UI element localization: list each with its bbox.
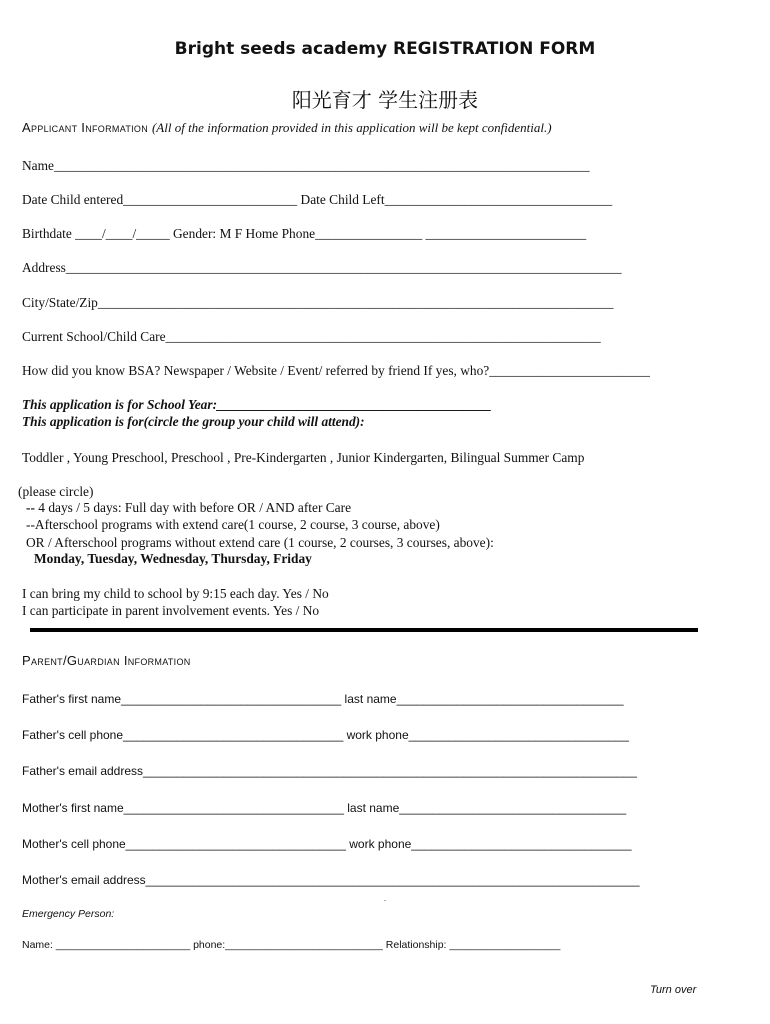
- current-school-field[interactable]: Current School/Child Care_________________________________________________________________: [22, 329, 601, 344]
- parent-section-title: Parent/Guardian Information: [22, 653, 191, 668]
- referral-field[interactable]: How did you know BSA? Newspaper / Website / Event/ referred by friend If yes, who?________________________: [22, 363, 650, 378]
- turn-over-note: Turn over: [650, 984, 697, 996]
- option-full-day-text: 4 days / 5 days: Full day with before OR / AND after Care: [34, 500, 352, 515]
- drop-off-question[interactable]: I can bring my child to school by 9:15 each day. Yes / No: [22, 586, 329, 601]
- stray-dot: .: [384, 894, 386, 903]
- form-title: Bright seeds academy REGISTRATION FORM: [174, 39, 596, 59]
- father-email-field[interactable]: Father's email address__________________________________________________________________________: [22, 764, 637, 778]
- form-title-chinese: 阳光育才 学生注册表: [291, 88, 479, 112]
- parent-involvement-question[interactable]: I can participate in parent involvement events. Yes / No: [22, 603, 320, 618]
- please-circle-label: (please circle): [18, 484, 94, 499]
- dates-field[interactable]: Date Child entered__________________________ Date Child Left__________________________________: [22, 192, 613, 207]
- option-afterschool-no-extended[interactable]: OR / Afterschool programs without extend care (1 course, 2 courses, 3 courses, above):: [26, 535, 494, 550]
- group-prompt: This application is for(circle the group your child will attend):: [22, 414, 365, 429]
- city-state-zip-field[interactable]: City/State/Zip_____________________________________________________________________________: [22, 295, 614, 310]
- group-options[interactable]: Toddler , Young Preschool, Preschool , Pre-Kindergarten , Junior Kindergarten, Bilingual Summer Camp: [22, 450, 585, 465]
- address-field[interactable]: Address___________________________________________________________________________________: [22, 260, 622, 275]
- weekday-options[interactable]: Monday, Tuesday, Wednesday, Thursday, Friday: [34, 551, 312, 566]
- emergency-person-label: Emergency Person:: [22, 908, 115, 920]
- emergency-fields[interactable]: Name: _______________________ phone:___________________________ Relationship: ___________________: [22, 939, 561, 951]
- mother-email-field[interactable]: Mother's email address__________________________________________________________________________: [22, 873, 640, 887]
- birthdate-gender-phone-field[interactable]: Birthdate ____/____/_____ Gender: M F Home Phone________________ ________________________: [22, 226, 587, 241]
- father-name-field[interactable]: Father's first name_________________________________ last name__________________________________: [22, 692, 624, 706]
- mother-phone-field[interactable]: Mother's cell phone_________________________________ work phone_________________________________: [22, 837, 632, 851]
- option-full-day[interactable]: [26, 500, 351, 516]
- option-dash: --: [26, 500, 35, 515]
- option-afterschool-extended[interactable]: --Afterschool programs with extend care(1 course, 2 course, 3 course, above): [26, 517, 440, 532]
- mother-name-field[interactable]: Mother's first name_________________________________ last name__________________________________: [22, 801, 627, 815]
- applicant-section-heading: [22, 120, 552, 136]
- section-divider: [30, 628, 698, 632]
- father-phone-field[interactable]: Father's cell phone_________________________________ work phone_________________________________: [22, 728, 629, 742]
- school-year-field[interactable]: This application is for School Year:_________________________________________: [22, 397, 492, 412]
- name-field[interactable]: Name________________________________________________________________________________: [22, 158, 590, 173]
- confidentiality-note: (All of the information provided in this application will be kept confidential.): [151, 120, 552, 135]
- applicant-section-title: Applicant Information: [22, 120, 149, 135]
